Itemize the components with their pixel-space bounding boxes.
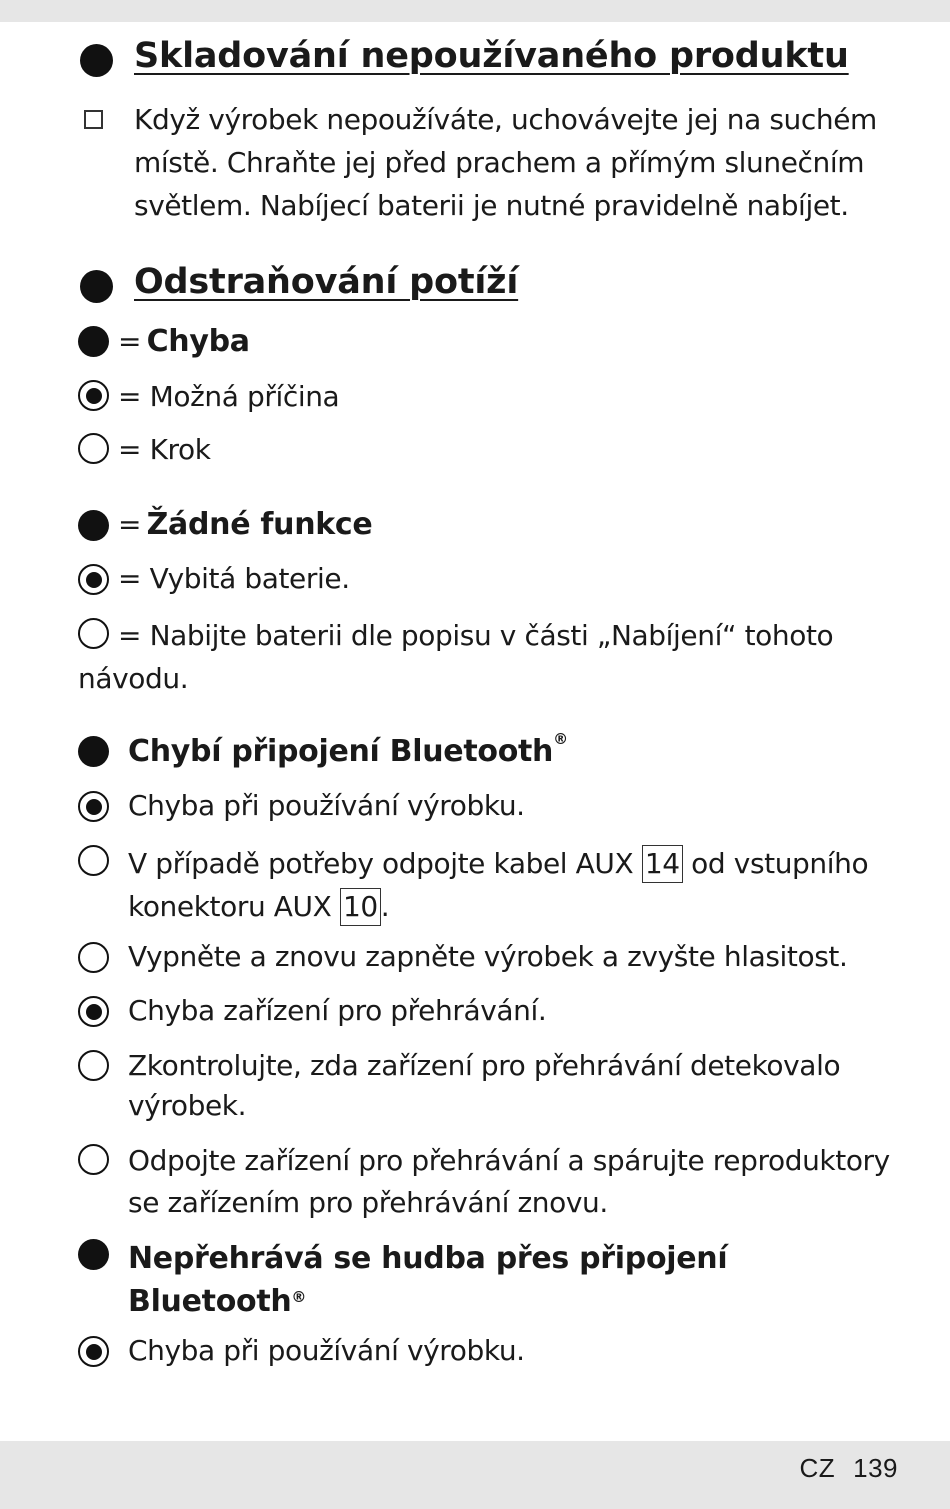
- legend-cause: [118, 380, 339, 413]
- section-heading-troubleshooting: Odstraňování potíží: [134, 262, 519, 302]
- fault-icon: [78, 736, 109, 767]
- step-line: [78, 614, 858, 700]
- equals-sign: =: [118, 562, 142, 595]
- step-text: [128, 842, 888, 928]
- legend-fault-label: Chyba: [146, 324, 250, 359]
- step-text-part: od vstupního konektoru AUX: [128, 847, 869, 923]
- equals-sign: =: [118, 433, 142, 466]
- legend-cause-label: Možná příčina: [149, 380, 340, 413]
- page-number: 139: [853, 1453, 898, 1483]
- cause-icon: [78, 1336, 109, 1367]
- cause-icon: [78, 564, 109, 595]
- problem-no-music: [128, 1237, 727, 1323]
- registered-mark: ®: [291, 1288, 307, 1306]
- legend-step-label: Krok: [149, 433, 211, 466]
- problem-title-line2: Bluetooth: [128, 1284, 292, 1319]
- cause-text: Vybitá baterie.: [149, 562, 350, 595]
- problem-title-line1: Nepřehrává se hudba přes připojení: [128, 1241, 728, 1276]
- cause-icon: [78, 996, 109, 1027]
- reference-number: 14: [642, 845, 683, 883]
- fault-icon: [78, 510, 109, 541]
- language-code: CZ: [799, 1453, 836, 1483]
- legend-step: [118, 433, 211, 466]
- step-icon: [78, 433, 109, 464]
- top-bar: [0, 0, 950, 22]
- equals-sign: =: [118, 619, 142, 652]
- problem-title: Chybí připojení Bluetooth: [128, 734, 554, 769]
- step-text: Zkontrolujte, zda zařízení pro přehrávání detekovalo výrobek.: [128, 1049, 841, 1122]
- storage-paragraph: Když výrobek nepoužíváte, uchovávejte jej na suchém místě. Chraňte jej před prachem a přímým slunečním světlem. Nabíjecí baterii je nutné pravidelně nabíjet.: [134, 103, 877, 222]
- cause-icon: [78, 380, 109, 411]
- cause-text: Chyba při používání výrobku.: [128, 789, 525, 822]
- cause-text: Chyba zařízení pro přehrávání.: [128, 994, 547, 1027]
- step-icon: [78, 1144, 109, 1175]
- problem-title: Žádné funkce: [146, 507, 373, 542]
- step-text: Vypněte a znovu zapněte výrobek a zvyšte hlasitost.: [128, 940, 848, 973]
- registered-mark: ®: [553, 730, 568, 748]
- equals-sign: =: [118, 508, 142, 541]
- step-icon: [78, 1050, 109, 1081]
- cause-icon: [78, 791, 109, 822]
- section-heading-storage: Skladování nepoužívaného produktu: [134, 36, 849, 76]
- equals-sign: =: [118, 380, 142, 413]
- step-text-part: V případě potřeby odpojte kabel AUX: [128, 847, 634, 880]
- step-icon: [78, 845, 109, 876]
- cause-line: [118, 562, 350, 595]
- fault-icon: [78, 1239, 109, 1270]
- cause-text: Chyba při používání výrobku.: [128, 1334, 525, 1367]
- step-text: Nabijte baterii dle popisu v části „Nabíjení“ tohoto návodu.: [78, 619, 834, 695]
- problem-no-function: [118, 507, 372, 542]
- checkbox-square-icon: [84, 110, 103, 129]
- step-text-part: .: [380, 890, 390, 923]
- problem-title-line2-wrap: [128, 1280, 727, 1323]
- page-footer: [799, 1453, 898, 1484]
- reference-number: 10: [340, 888, 381, 926]
- fault-icon: [78, 326, 109, 357]
- problem-no-bluetooth: [128, 730, 568, 769]
- section-bullet-icon: [80, 270, 113, 303]
- step-icon: [78, 942, 109, 973]
- equals-sign: =: [118, 325, 142, 358]
- step-text: Odpojte zařízení pro přehrávání a spárujte reproduktory se zařízením pro přehrávání znovu.: [128, 1144, 890, 1219]
- legend-fault: [118, 324, 250, 359]
- section-bullet-icon: [80, 44, 113, 77]
